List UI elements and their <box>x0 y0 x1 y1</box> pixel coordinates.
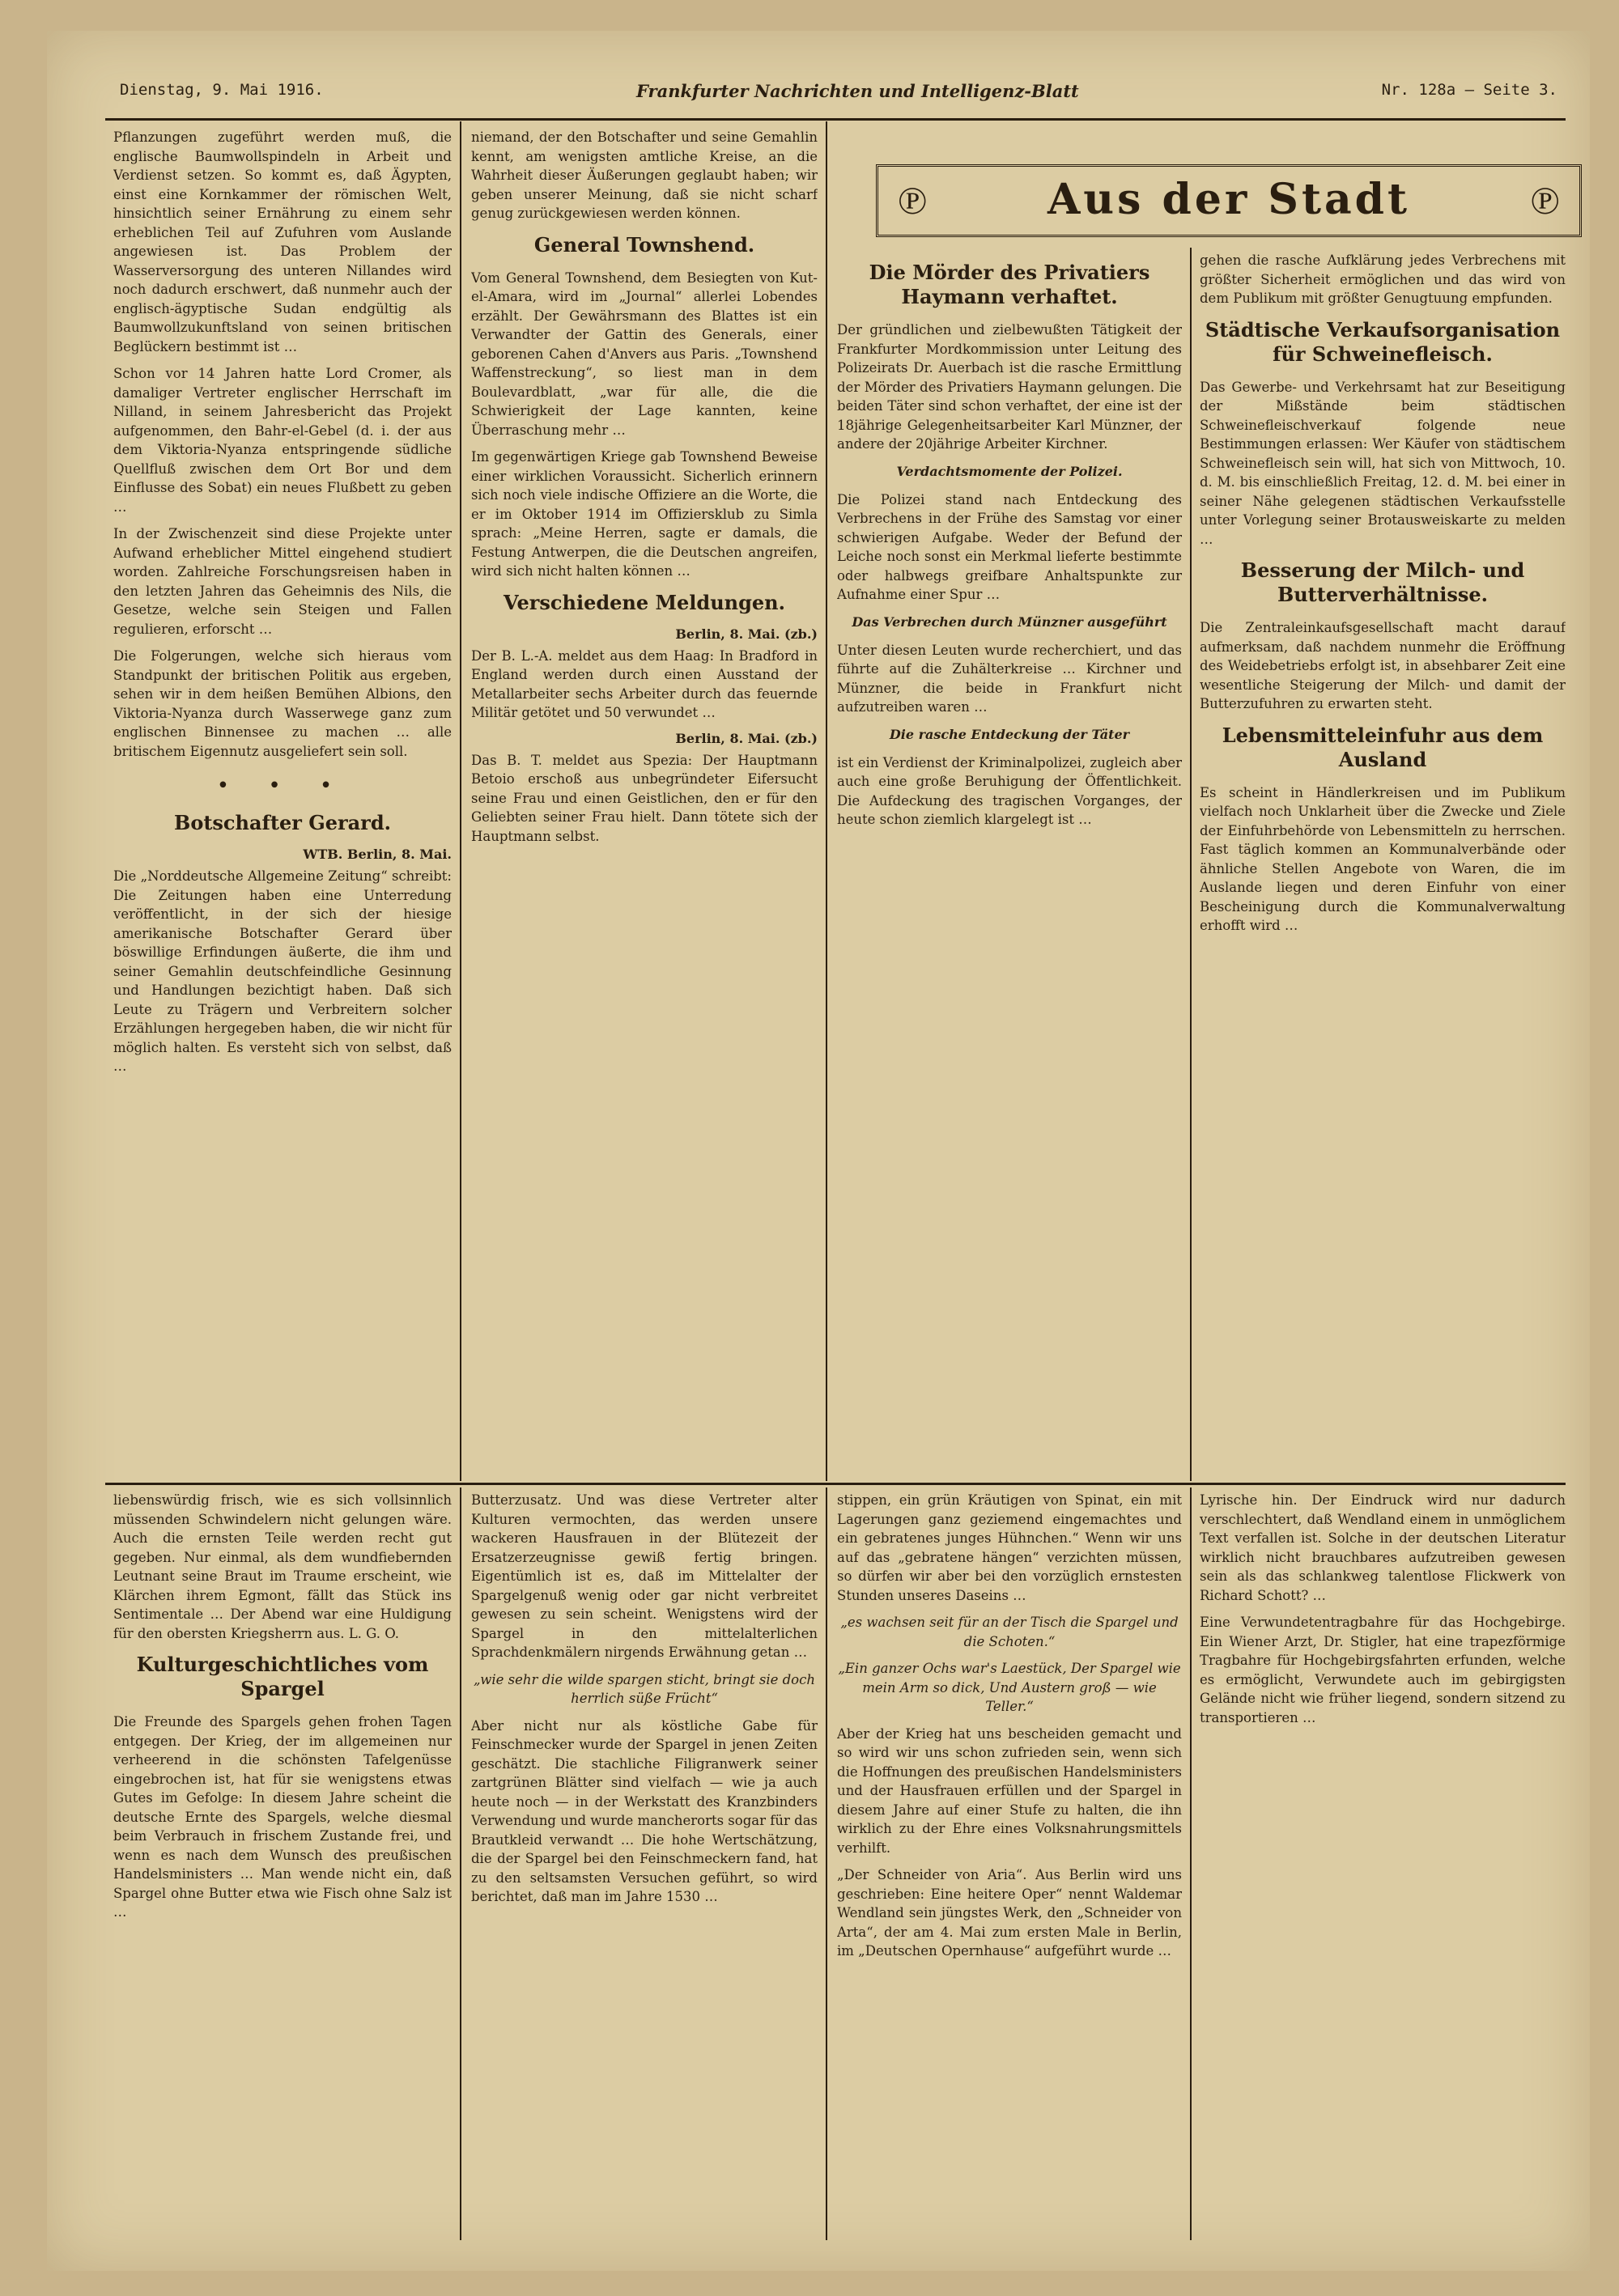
article-text: Aber nicht nur als köstliche Gabe für Feinschmecker wurde der Spargel in jenen Zeiten geschätzt. Die stachliche Filigranwerk seiner zartgrünen Blätter sind vielfach — wie ja auch heute noch — in der Werkstatt des Kranzbinders Verwendung und wurde mancherorts sogar für das Brautkleid verwandt … Die hohe Wertschätzung, die der Spargel bei den Feinschmeckern fand, hat zu den seltsamsten Versuchen geführt, so wird berichtet, daß man im Jahre 1530 … <box>471 1717 818 1904</box>
section-banner <box>876 164 1582 237</box>
article-text: liebenswürdig frisch, wie es sich vollsinnlich müssenden Schwindelern nicht gelungen wäre. Auch die ernsten Teile werden recht gut gegeben. Nur einmal, als dem wundfiebernden Leutnant seine Braut im Traume erscheint, wie Klärchen ihrem Egmont, fällt das Stück ins Sentimentale … Der Abend war eine Huldigung für den obersten Kriegsherrn aus. L. G. O. <box>113 1492 452 1641</box>
article-text: Eine Verwundetentragbahre für das Hochgebirge. Ein Wiener Arzt, Dr. Stigler, hat eine trapezförmige Tragbahre für Hochgebirgsfahrten erfunden, welche es ermöglicht, Verwundete auch im gebirgigsten Gelände nicht wie früher liegend, sondern sitzend zu transportieren … <box>1200 1615 1566 1725</box>
headline-milch: Besserung der Milch- und Butterverhältnisse. <box>1240 558 1525 606</box>
article-text: Vom General Townshend, dem Besiegten von Kut-el-Amara, wird im „Journal“ allerlei Lobendes erzählt. Der Gewährsmann des Blattes ist ein Verwandter der Gattin des Generals, einer geborenen Cahen d'Anvers aus Paris. „Townshend Waffenstreckung“, so liest man in dem Boulevardblatt, „war für alle, die die Schwierigkeit der Lage kannten, keine Überraschung mehr … <box>471 269 818 438</box>
headline-einfuhr: Lebensmitteleinfuhr aus dem Ausland <box>1222 723 1544 771</box>
page-header <box>47 81 1590 113</box>
headline-haymann: Die Mörder des Privatiers Haymann verhaftet. <box>869 261 1150 308</box>
ornament-right: ℗ <box>1530 178 1560 223</box>
feuilleton-column-1 <box>113 1491 452 2243</box>
article-text: gehen die rasche Aufklärung jedes Verbrechens mit größter Sicherheit ermöglichen und das wird von dem Publikum mit größter Genugtuung empfunden. <box>1200 253 1566 306</box>
headline-spargel: Kulturgeschichtliches vom Spargel <box>136 1653 429 1700</box>
column-divider <box>1190 248 1192 1481</box>
dateline: WTB. Berlin, 8. Mai. <box>303 847 452 862</box>
article-text: Lyrische hin. Der Eindruck wird nur dadurch verschlechtert, daß Wendland einem in unmöglichem Text verfallen ist. Solche in der deutschen Literatur wirklich nicht brauchbares aufzutreiben gewesen sein als das schlankweg talentlose Flickwerk von Richard Schott? … <box>1200 1492 1566 1603</box>
article-text: ist ein Verdienst der Kriminalpolizei, zugleich aber auch eine große Beruhigung der Öffentlichkeit. Die Aufdeckung des tragischen Vorganges, der heute schon ziemlich klargelegt ist … <box>837 754 1182 827</box>
article-text: niemand, der den Botschafter und seine Gemahlin kennt, am wenigsten amtliche Kreise, an die Wahrheit dieser Äußerungen geglaubt haben; wir geben unserer Meinung, daß sie nicht scharf genug zurückgewiesen werden können. <box>471 129 818 221</box>
article-text: Die Freunde des Spargels gehen frohen Tagen entgegen. Der Krieg, der im allgemeinen nur verheerend in die schönsten Tafelgenüsse eingebrochen ist, hat für sie wenigstens etwas Gutes im Gefolge: In diesem Jahre scheint die deutsche Ernte des Spargels, welche diesmal beim Verbrauch in frischem Zustande frei, und wenn es nach dem Wunsch des preußischen Handelsministers … Man wende nicht ein, daß Spargel ohne Butter etwa wie Fisch ohne Salz ist … <box>113 1714 452 1920</box>
column-3 <box>837 251 1182 1479</box>
verse: „es wachsen seit für an der Tisch die Spargel und die Schoten.“ <box>840 1615 1179 1649</box>
subheading: Das Verbrechen durch Münzner ausgeführt <box>852 613 1167 630</box>
column-4 <box>1200 251 1566 1479</box>
article-text: Pflanzungen zugeführt werden muß, die englische Baumwollspindeln in Arbeit und Verdienst setzen. So kommt es, daß Ägypten, einst eine Kornkammer der römischen Welt, hinsichtlich seiner Ernährung zu einem sehr erheblichen Teil auf Zufuhren vom Auslande angewiesen ist. Das Problem der Wasserversorgung des unteren Nillandes wird noch dadurch erschwert, daß nunmehr auch der englisch-ägyptische Sudan endgültig als Baumwollzukunftsland von seinen britischen Beglückern bestimmt ist … <box>113 129 452 354</box>
subheading: Die rasche Entdeckung der Täter <box>889 726 1130 742</box>
article-text: In der Zwischenzeit sind diese Projekte unter Aufwand erheblicher Mittel eingehend studiert worden. Zahlreiche Forschungsreisen haben in den letzten Jahren das Geheimnis des Nils, die Gesetze, welche sein Steigen und Fallen regulieren, erforscht … <box>113 526 452 637</box>
article-text: Das B. T. meldet aus Spezia: Der Hauptmann Betoio erschoß aus unbegründeter Eifersucht seine Frau und einen Geistlichen, den er für den Geliebten seiner Frau hielt. Dann tötete sich der Hauptmann selbst. <box>471 752 818 844</box>
newspaper-page <box>47 31 1590 2271</box>
headline-gerard: Botschafter Gerard. <box>174 811 391 834</box>
issue-date: Dienstag, 9. Mai 1916. <box>120 81 324 99</box>
headline-townshend: General Townshend. <box>533 232 755 257</box>
column-divider <box>826 1488 827 2240</box>
column-divider <box>460 121 461 1481</box>
article-text: Die Zentraleinkaufsgesellschaft macht darauf aufmerksam, daß nachdem nunmehr die Eröffnung des Weidebetriebs erfolgt ist, in absehbarer Zeit eine wesentliche Steigerung der Milch- und damit der Butterzufuhren zu erwarten steht. <box>1200 620 1566 711</box>
feuilleton-column-4 <box>1200 1491 1566 2243</box>
headline-verkauf: Städtische Verkaufsorganisation für Schweinefleisch. <box>1205 317 1561 366</box>
article-text: Das Gewerbe- und Verkehrsamt hat zur Beseitigung der Mißstände beim städtischen Schweinefleischverkauf folgende neue Bestimmungen erlassen: Wer Käufer von städtischem Schweinefleisch sein will, hat sich von Mittwoch, 10. d. M. bis einschließlich Freitag, 12. d. M. bei einer in seiner Nähe gelegenen städtischen Verkaufsstelle unter Vorlegung seiner Brotausweiskarte zu melden … <box>1200 379 1566 547</box>
article-text: Die Polizei stand nach Entdeckung des Verbrechens in der Frühe des Samstag vor einer schwierigen Aufgabe. Weder der Befund der Leiche noch sonst ein Merkmal lieferte bestimmte oder halbwegs greifbare Anhaltspunkte zur Aufnahme einer Spur … <box>837 491 1182 602</box>
article-text: Es scheint in Händlerkreisen und im Publikum vielfach noch Unklarheit über die Zwecke und Ziele der Einfuhrbehörde von Lebensmitteln zu herrschen. Fast täglich kommen an Kommunalverbände oder ähnliche Stellen Angebote von Waren, die im Auslande liegen und deren Einfuhr von einer Bescheinigung durch die Kommunalverwaltung erhofft wird … <box>1200 784 1566 933</box>
paper-name: Frankfurter Nachrichten und Intelligenz-Blatt <box>636 81 1079 101</box>
feuilleton-column-2 <box>471 1491 818 2243</box>
article-text: Die Folgerungen, welche sich hieraus vom Standpunkt der britischen Politik aus ergeben, sehen wir in dem heißen Bemühen Albions, den Viktoria-Nyanza durch Wasserwege ganz zum englischen Binnensee zu machen … alle britischem Eigennutz ausgeliefert sein soll. <box>113 648 452 759</box>
verse: „Ein ganzer Ochs war's Laestück, Der Spargel wie mein Arm so dick, Und Austern groß — wie Teller.“ <box>838 1661 1181 1714</box>
article-text: Butterzusatz. Und was diese Vertreter alter Kulturen vermochten, das werden unsere wackeren Hausfrauen in der Blütezeit der Ersatzerzeugnisse gewiß fertig bringen. Eigentümlich ist es, daß im Mittelalter der Spargelgenuß wenig oder gar nicht verbreitet gewesen zu sein scheint. Wenigstens wird der Spargel in den mittelalterlichen Sprachdenkmälern nirgends Erwähnung getan … <box>471 1492 818 1660</box>
feuilleton-rule <box>105 1483 1566 1485</box>
feuilleton-column-3 <box>837 1491 1182 2243</box>
article-text: Im gegenwärtigen Kriege gab Townshend Beweise einer wirklichen Voraussicht. Sicherlich erinnern sich noch viele indische Offiziere an die Worte, die er im Oktober 1914 im Offiziersklub zu Simla sprach: „Meine Herren, sagte er damals, die Festung Antwerpen, die die Deutschen angreifen, wird sich nicht halten können … <box>471 449 818 579</box>
header-rule <box>105 118 1566 121</box>
section-title: Aus der Stadt <box>1047 175 1411 224</box>
ornament-left: ℗ <box>898 178 928 223</box>
article-text: Aber der Krieg hat uns bescheiden gemacht und so wird wir uns schon zufrieden sein, wenn sich die Hoffnungen des preußischen Handelsministers und der Hausfrauen erfüllen und der Spargel in diesem Jahre auf einer Stufe zu halten, die ihn wirklich zu der Ehre eines Volksnahrungsmittels verhilft. <box>837 1725 1182 1856</box>
article-text: Unter diesen Leuten wurde recherchiert, und das führte auf die Zuhälterkreise … Kirchner und Münzner, die beide in Frankfurt nicht aufzutreiben waren … <box>837 642 1182 715</box>
article-text: Die „Norddeutsche Allgemeine Zeitung“ schreibt: Die Zeitungen haben eine Unterredung veröffentlicht, in der sich der hiesige amerikanische Botschafter Gerard über böswillige Erfindungen äußerte, die ihm und seiner Gemahlin deutschfeindliche Gesinnung und Handlungen bezichtigt haben. Daß sich Leute zu Trägern und Verbreitern solcher Erzählungen hergegeben haben, die wir nicht für möglich halten. Es versteht sich von selbst, daß … <box>113 868 452 1074</box>
headline-meldungen: Verschiedene Meldungen. <box>504 590 785 614</box>
article-text: „Der Schneider von Aria“. Aus Berlin wird uns geschrieben: Eine heitere Oper“ nennt Waldemar Wendland sein jüngstes Werk, den „Schneider von Arta“, der am 4. Mai zum ersten Male in Berlin, im „Deutschen Opernhause“ aufgeführt wurde … <box>837 1867 1182 1959</box>
article-text: Der B. L.-A. meldet aus dem Haag: In Bradford in England werden durch einen Ausstand der Metallarbeiter sechs Arbeiter durch das feuernde Militär getötet und 50 verwundet … <box>471 647 818 720</box>
article-text: Der gründlichen und zielbewußten Tätigkeit der Frankfurter Mordkommission unter Leitung des Polizeirats Dr. Auerbach ist die rasche Ermittlung der Mörder des Privatiers Haymann gelungen. Die beiden Täter sind schon verhaftet, der eine ist der 18jährige Gelegenheitsarbeiter Karl Münzner, der andere der 20jährige Arbeiter Kirchner. <box>837 322 1182 452</box>
column-divider <box>826 121 827 1481</box>
article-text: Schon vor 14 Jahren hatte Lord Cromer, als damaliger Vertreter englischer Herrschaft im Nilland, in seinem Jahresbericht das Projekt aufgenommen, den Bahr-el-Gebel (d. i. der aus dem Viktoria-Nyanza entspringende südliche Quellfluß zwischen dem Ort Bor und dem Einflusse des Sobat) ein neues Flußbett zu geben … <box>113 366 452 515</box>
column-1 <box>113 128 452 1479</box>
separator-ornament: • • • <box>216 774 349 798</box>
dateline: Berlin, 8. Mai. (zb.) <box>675 730 818 746</box>
column-divider <box>1190 1488 1192 2240</box>
dateline: Berlin, 8. Mai. (zb.) <box>675 626 818 642</box>
subheading: Verdachtsmomente der Polizei. <box>896 463 1123 479</box>
column-2 <box>471 128 818 1479</box>
column-divider <box>460 1488 461 2240</box>
issue-number: Nr. 128a — Seite 3. <box>1381 81 1557 99</box>
verse: „wie sehr die wilde spargen sticht, bringt sie doch herrlich süße Frücht“ <box>474 1671 815 1706</box>
article-text: stippen, ein grün Kräutigen von Spinat, ein mit Lagerungen ganz geziemend eingemachtes und ein gebratenes junges Hühnchen.“ Wenn wir uns auf das „gebratene hängen“ verzichten müssen, so dürfen wir aber bei den vorzüglich ernstesten Stunden unseres Daseins … <box>837 1492 1182 1603</box>
